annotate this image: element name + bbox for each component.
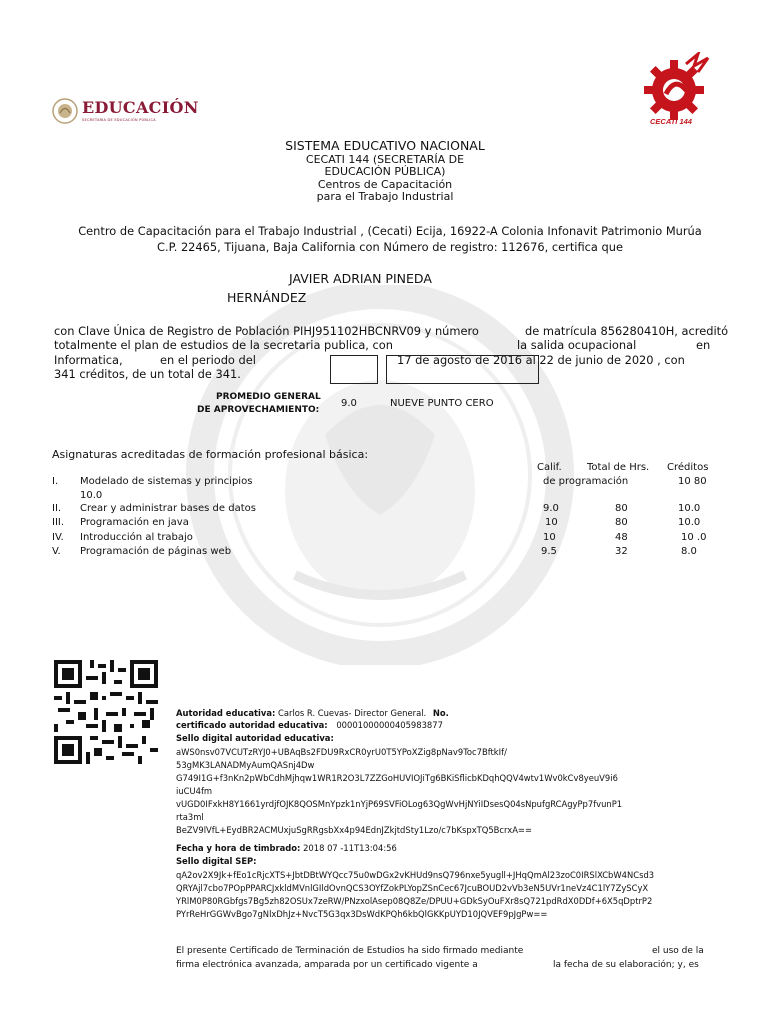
eagle-emblem-icon: [52, 98, 78, 124]
educacion-logo: [52, 98, 199, 124]
average-value: 9.0: [341, 398, 357, 409]
subjects-title: Asignaturas acreditadas de formación profesional básica:: [52, 448, 369, 461]
subject-row-4-calif: 10: [543, 532, 556, 543]
stamp-box-right: [386, 355, 539, 384]
body-line-1b: de matrícula 856280410H, acreditó: [525, 324, 729, 338]
subject-row-3-num: III.: [52, 517, 65, 528]
sep-line: YRlM0P80RGbfgs7Bg5zh82OSUx7zeRW/PNzxolAsep08Q8Ze/DPUU+GDkSyOuFXr8sQ721pdRdX0DDf+6X5qDptrP2: [176, 896, 653, 906]
authority-label: Autoridad educativa:: [176, 708, 276, 718]
body-line-3b: en el periodo del: [160, 353, 256, 367]
subject-row-3-hrs: 80: [615, 517, 628, 528]
sello-autoridad-label: Sello digital autoridad educativa:: [176, 733, 334, 743]
body-line-1a: con Clave Única de Registro de Población PIHJ951102HBCNRV09 y número: [54, 324, 479, 338]
cecati-logo-label: CECATI 144: [650, 117, 692, 126]
subject-row-2-calif: 9.0: [543, 503, 559, 514]
subject-row-4-name: Introducción al trabajo: [80, 532, 193, 543]
col-header-hrs-2: de programación: [543, 476, 629, 487]
subject-row-1-extra: 10.0: [80, 490, 103, 501]
fecha-timbrado-line: [176, 843, 397, 853]
footer-line-1a: El presente Certificado de Terminación de Estudios ha sido firmado mediante: [176, 946, 524, 956]
subject-row-5-hrs: 32: [615, 546, 628, 557]
header-line-3: EDUCACIÓN PÚBLICA): [324, 165, 446, 178]
subject-row-5-num: V.: [52, 546, 61, 557]
footer-line-1b: el uso de la: [652, 946, 704, 956]
center-line-1: Centro de Capacitación para el Trabajo Industrial , (Cecati) Ecija, 16922-A Colonia Infonavit Patrimonio Murúa: [78, 224, 702, 238]
subject-row-3-name: Programación en java: [80, 517, 189, 528]
header-line-1: SISTEMA EDUCATIVO NACIONAL: [285, 138, 485, 153]
footer-line-2a: firma electrónica avanzada, amparada por un certificado vigente a: [176, 960, 478, 970]
fecha-timbrado-value: 2018 07 -11T13:04:56: [303, 843, 397, 853]
body-line-2c: en: [696, 338, 711, 352]
subject-row-2-num: II.: [52, 503, 62, 514]
subject-row-1-num: I.: [52, 476, 59, 487]
header-line-2: CECATI 144 (SECRETARÍA DE: [305, 153, 465, 166]
subject-row-1-name: Modelado de sistemas y principios: [80, 476, 253, 487]
sello-line: iuCU4fm: [176, 786, 213, 796]
certificate-label: certificado autoridad educativa:: [176, 720, 328, 730]
subject-row-5-cred: 8.0: [681, 546, 697, 557]
col-header-creditos: Créditos: [667, 462, 709, 473]
header-line-5: para el Trabajo Industrial: [316, 190, 454, 203]
sello-line: aWS0nsv07VCUTzRYJ0+UBAqBs2FDU9RxCR0yrU0T5YPoXZig8pNav9Toc7BftkIf/: [176, 747, 507, 757]
subject-row-4-cred: 10 .0: [681, 532, 707, 543]
sello-line: 53gMK3LANADMyAumQASnj4Dw: [176, 760, 315, 770]
subject-row-5-calif: 9.5: [541, 546, 557, 557]
body-line-3c: 17 de agosto de 2016 al 22 de junio de 2020 , con: [397, 353, 685, 367]
center-line-2: C.P. 22465, Tijuana, Baja California con Número de registro: 112676, certifica que: [157, 240, 623, 254]
qr-code: [54, 660, 158, 764]
body-line-2a: totalmente el plan de estudios de la secretaria publica, con: [54, 338, 393, 352]
sello-line: G749I1G+f3nKn2pWbCdhMjhqw1WR1R2O3L7ZZGoHUVIOJiTg6BKiSflicbKDqhQQV4wtv1Wv0kCv8yeuV9i6: [176, 773, 618, 783]
sello-autoridad-value: [176, 746, 622, 837]
average-words: NUEVE PUNTO CERO: [390, 398, 494, 409]
subject-row-5-name: Programación de páginas web: [80, 546, 232, 557]
subject-row-3-calif: 10: [545, 517, 558, 528]
subject-row-4-num: IV.: [52, 532, 64, 543]
certificate-value: 00001000000405983877: [336, 720, 443, 730]
footer-line-2b: la fecha de su elaboración; y, es: [553, 960, 699, 970]
average-label-1: PROMEDIO GENERAL: [216, 392, 321, 402]
subject-row-2-name: Crear y administrar bases de datos: [80, 503, 256, 514]
subject-row-4-hrs: 48: [615, 532, 628, 543]
subject-row-3-cred: 10.0: [678, 517, 701, 528]
student-name-line-2: HERNÁNDEZ: [227, 290, 307, 305]
col-header-calif: Calif.: [537, 462, 562, 473]
sello-sep-label: Sello digital SEP:: [176, 856, 257, 866]
certificate-line: [176, 720, 443, 730]
sello-line: rta3ml: [176, 812, 204, 822]
authority-line: [176, 708, 449, 718]
certificate-no-label: No.: [432, 708, 449, 718]
stamp-box-left: [330, 355, 378, 384]
student-name-line-1: JAVIER ADRIAN PINEDA: [289, 271, 432, 286]
body-line-3a: Informatica,: [54, 353, 123, 367]
subject-row-1-cred: 10 80: [678, 476, 707, 487]
sello-line: vUGD0IFxkH8Y1661yrdjfOJK8QOSMnYpzk1nYjP69SVFiOLog63QgWvHjNYiIDsesQ04sNpufgRCAgyPp7fvunP1: [176, 799, 623, 809]
subject-row-2-cred: 10.0: [678, 503, 701, 514]
subject-row-2-hrs: 80: [615, 503, 628, 514]
fecha-timbrado-label: Fecha y hora de timbrado:: [176, 843, 301, 853]
sep-line: PYrReHrGGWvBgo7gNlxDhJz+NvcT5G3qx3DsWdKPQh6kbQlGKKpUYD10JQVEF9pJgPw==: [176, 909, 548, 919]
body-line-4: 341 créditos, de un total de 341.: [54, 367, 241, 381]
body-line-2b: la salida ocupacional: [517, 338, 637, 352]
educacion-logo-text: EDUCACIÓN: [82, 98, 199, 117]
sello-sep-value: [176, 869, 654, 921]
sep-line: qA2ov2X9Jk+fEo1cRjcXTS+JbtDBtWYQcc75u0wDGx2vKHUd9nsQ796nxe5yugll+JHqQmAl23zoC0IRSlXCbW4NCsd3: [176, 870, 655, 880]
sep-line: QRYAjl7cbo7POpPPARCJxkldMVnlGIldOvnQCS3OYfZokPLYopZSnCec67JcuBOUD2vVb3eN5UVr1neVz4C1lY7ZySCyX: [176, 883, 649, 893]
header-line-4: Centros de Capacitación: [317, 178, 453, 191]
average-label-2: DE APROVECHAMIENTO:: [197, 405, 320, 415]
col-header-hrs: Total de Hrs.: [587, 462, 650, 473]
educacion-logo-subtext: SECRETARÍA DE EDUCACIÓN PÚBLICA: [82, 118, 156, 122]
sello-line: BeZV9lVfL+EydBR2ACMUxjuSgRRgsbXx4p94EdnJZkjtdSty1Lzo/c7bKspxTQ5BcrxA==: [176, 825, 532, 835]
authority-value: Carlos R. Cuevas- Director General.: [278, 708, 427, 718]
